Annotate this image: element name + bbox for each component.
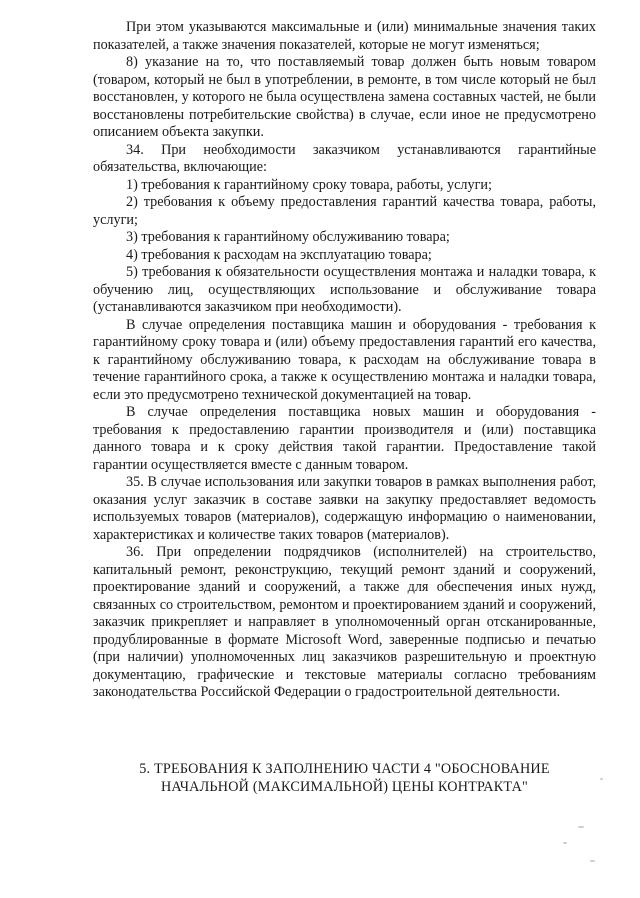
paragraph-clause-34: 34. При необходимости заказчиком устанавливаются гарантийные обязательства, включающие:: [93, 141, 596, 175]
section-heading-line-1: 5. ТРЕБОВАНИЯ К ЗАПОЛНЕНИЮ ЧАСТИ 4 "ОБОСНОВАНИЕ: [139, 761, 550, 777]
list-item-warranty-period: 1) требования к гарантийному сроку товара, работы, услуги;: [126, 176, 492, 193]
list-item-warranty-service: 3) требования к гарантийному обслуживанию товара;: [126, 229, 450, 245]
scan-artifact: [563, 842, 567, 844]
paragraph-new-machinery-supplier: В случае определения поставщика новых машин и оборудования - требования к предоставлению гарантии производителя и (или) поставщика данного товара и к сроку действия такой гарантии. Предоставление такой гарантии осуществляется вместе с данным товаром.: [93, 404, 596, 473]
scan-artifact: [590, 860, 595, 862]
paragraph-clause-35: 35. В случае использования или закупки товаров в рамках выполнения работ, оказания услуг заказчик в составе заявки на закупку предоставляет ведомость используемых товаров (материалов), содержащую информацию о наименовании, характеристиках и количестве таких товаров (материалов).: [93, 474, 596, 543]
scan-artifact: [600, 778, 603, 780]
list-item-warranty-volume: 2) требования к объему предоставления гарантий качества товара, работы, услуги;: [93, 194, 596, 228]
paragraph-indicators-note: При этом указываются максимальные и (или) минимальные значения таких показателей, а также значения показателей, которые не могут изменяться;: [93, 19, 596, 53]
document-body: [93, 19, 596, 702]
paragraph-machinery-supplier: В случае определения поставщика машин и оборудования - требования к гарантийному сроку товара и (или) объему предоставления гарантий его качества, к гарантийному обслуживанию товара, к расходам на обслуживание товара в течение гарантийного срока, а также к осуществлению монтажа и наладки товара, если это предусмотрено технической документацией на товар.: [93, 316, 596, 403]
section-heading: [93, 760, 596, 796]
scan-artifact: [578, 826, 584, 828]
section-heading-line-2: НАЧАЛЬНОЙ (МАКСИМАЛЬНОЙ) ЦЕНЫ КОНТРАКТА": [160, 779, 529, 795]
paragraph-item-8-new-goods: 8) указание на то, что поставляемый товар должен быть новым товаром (товаром, который не был в употреблении, в ремонте, в том числе который не был восстановлен, у которого не была осуществлена замена составных частей, не были восстановлены потребительские свойства) в случае, если иное не предусмотрено описанием объекта закупки.: [93, 54, 596, 140]
paragraph-clause-36: 36. При определении подрядчиков (исполнителей) на строительство, капитальный ремонт, реконструкцию, текущий ремонт зданий и сооружений, проектирование зданий и сооружений, а также для обеспечения иных нужд, связанных со строительством, ремонтом и проектированием зданий и сооружений, заказчик прикрепляет и направляет в уполномоченный орган отсканированные, продублированные в формате Microsoft Word, заверенные подписью и печатью (при наличии) уполномоченных лиц заказчиков разрешительную и проектную документацию, графические и текстовые материалы согласно требованиям законодательства Российской Федерации о градостроительной деятельности.: [93, 544, 596, 700]
list-item-installation-training: 5) требования к обязательности осуществления монтажа и наладки товара, к обучению лиц, осуществляющих использование и обслуживание товара (устанавливаются заказчиком при необходимости).: [93, 264, 596, 315]
list-item-operating-costs: 4) требования к расходам на эксплуатацию товара;: [126, 246, 432, 263]
